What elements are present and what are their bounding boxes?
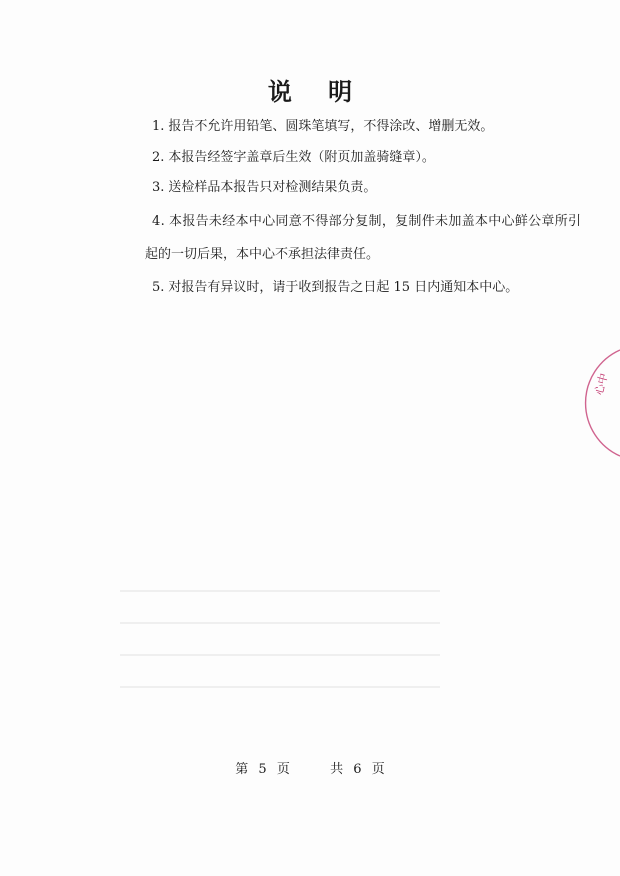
seal-stamp-text: 心中: [592, 371, 611, 397]
page-title: 说 明: [267, 77, 367, 106]
note-item-2: [152, 150, 435, 166]
note-number: 4.: [152, 214, 166, 229]
page-prefix: 第: [235, 762, 249, 777]
note-item-4-continuation: [145, 247, 379, 263]
page-footer: [0, 758, 620, 777]
note-text: 对报告有异议时，请于收到报告之日起 15 日内通知本中心。: [168, 280, 519, 295]
note-item-5: [152, 280, 518, 296]
note-text: 报告不允许用铅笔、圆珠笔填写，不得涂改、增删无效。: [168, 119, 494, 134]
page-number: 5: [258, 762, 267, 777]
note-number: 3.: [152, 180, 165, 195]
note-text: 本报告未经本中心同意不得部分复制，复制件未加盖本中心鲜公章所引: [169, 214, 582, 229]
note-text: 送检样品本报告只对检测结果负责。: [168, 180, 377, 195]
page-suffix: 页: [276, 762, 290, 777]
total-pages: 6: [353, 762, 362, 777]
bleed-through-marks: [120, 590, 440, 730]
seal-stamp-icon: [580, 348, 620, 458]
note-text: 本报告经签字盖章后生效（附页加盖骑缝章）。: [168, 150, 435, 165]
note-item-3: [152, 180, 376, 196]
note-item-4: [152, 214, 581, 230]
note-text-continuation: 起的一切后果，本中心不承担法律责任。: [145, 247, 380, 262]
note-number: 5.: [152, 280, 165, 295]
total-prefix: 共: [330, 762, 344, 777]
note-number: 2.: [152, 150, 165, 165]
total-suffix: 页: [371, 762, 385, 777]
note-item-1: [152, 119, 493, 135]
note-number: 1.: [152, 119, 165, 134]
